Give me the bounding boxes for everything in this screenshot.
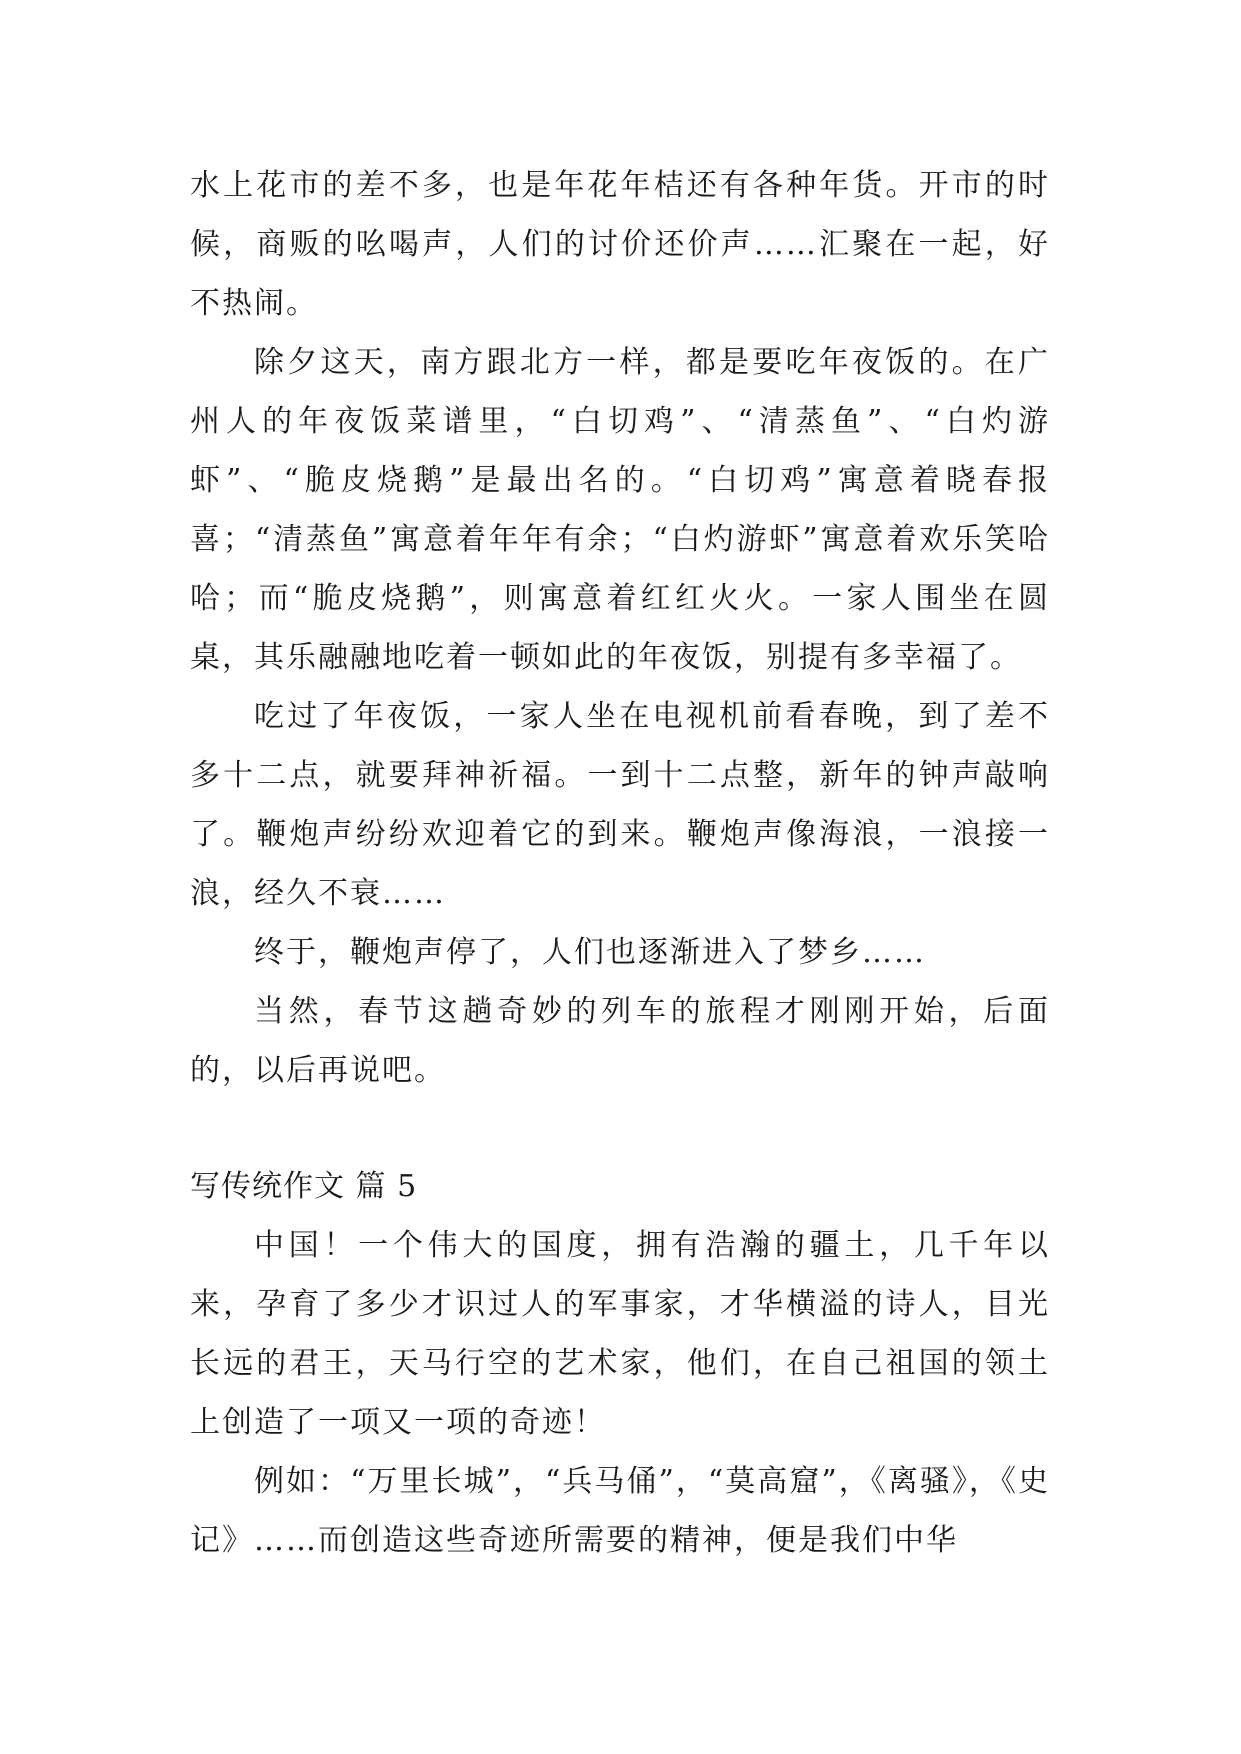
document-page: [190, 0, 1050, 1570]
paragraph: 当然，春节这趟奇妙的列车的旅程才刚刚开始，后面的，以后再说吧。: [190, 994, 1050, 1088]
paragraph: 中国！一个伟大的国度，拥有浩瀚的疆土，几千年以来，孕育了多少才识过人的军事家，才华横溢的诗人，目光长远的君王，天马行空的艺术家，他们，在自己祖国的领土上创造了一项又一项的奇迹！: [190, 1228, 1050, 1440]
paragraph: 例如：“万里长城”，“兵马俑”，“莫高窟”，《离骚》，《史记》……而创造这些奇迹所需要的精神，便是我们中华: [190, 1464, 1050, 1558]
paragraph: 除夕这天，南方跟北方一样，都是要吃年夜饭的。在广州人的年夜饭菜谱里，“白切鸡”、“清蒸鱼”、“白灼游虾”、“脆皮烧鹅”是最出名的。“白切鸡”寓意着晓春报喜；“清蒸鱼”寓意着年年有余；“白灼游虾”寓意着欢乐笑哈哈；而“脆皮烧鹅”，则寓意着红红火火。一家人围坐在圆桌，其乐融融地吃着一顿如此的年夜饭，别提有多幸福了。: [190, 345, 1050, 675]
paragraph: 终于，鞭炮声停了，人们也逐渐进入了梦乡……: [254, 935, 926, 970]
paragraph: 吃过了年夜饭，一家人坐在电视机前看春晚，到了差不多十二点，就要拜神祈福。一到十二点整，新年的钟声敲响了。鞭炮声纷纷欢迎着它的到来。鞭炮声像海浪，一浪接一浪，经久不衰……: [190, 699, 1050, 911]
section-title: 写传统作文 篇 5: [190, 1169, 418, 1204]
paragraph: 水上花市的差不多，也是年花年桔还有各种年货。开市的时候，商贩的吆喝声，人们的讨价还价声……汇聚在一起，好不热闹。: [190, 168, 1050, 321]
